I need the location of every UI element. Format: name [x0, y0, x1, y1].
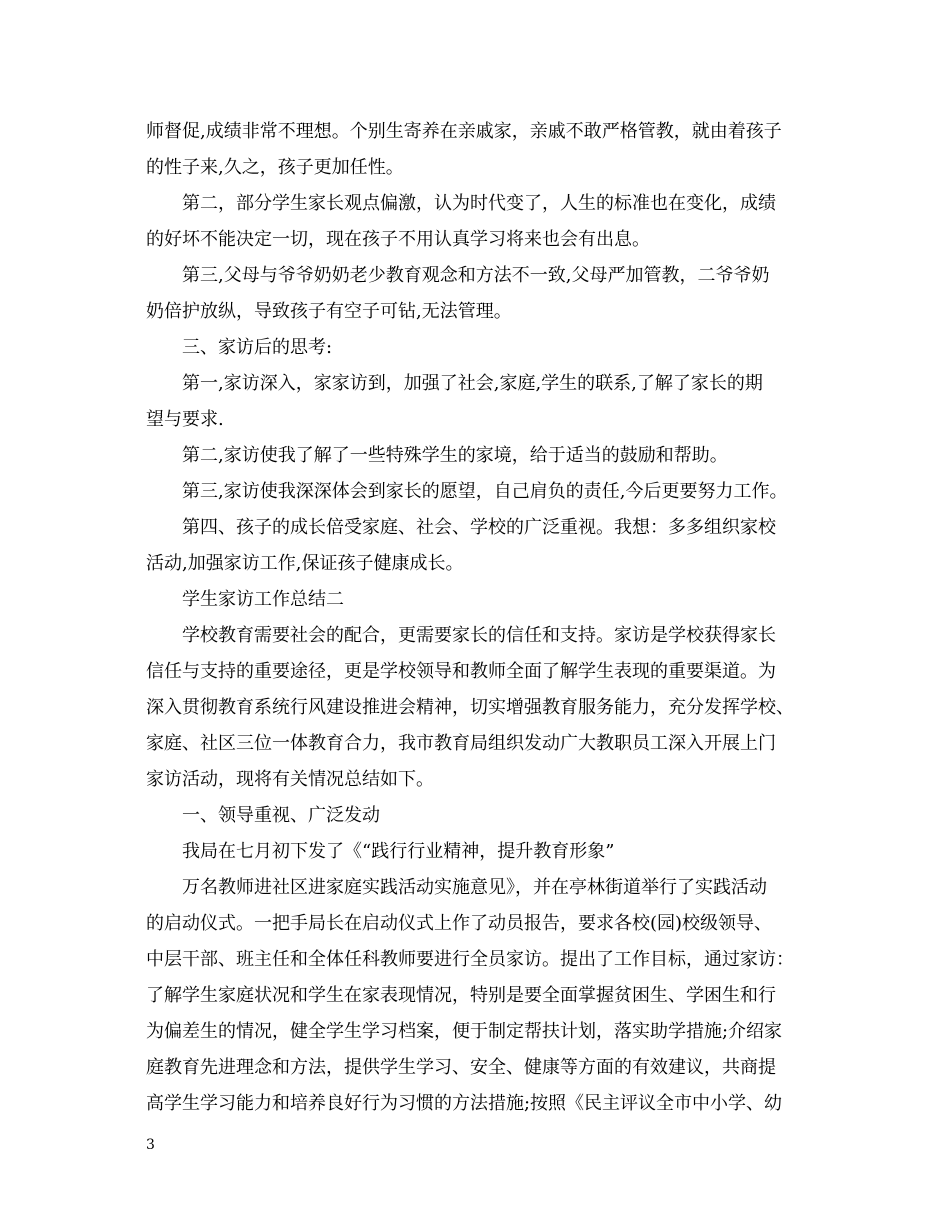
- text-line: 第一,家访深入，家家访到，加强了社会,家庭,学生的联系,了解了家长的期: [182, 373, 763, 394]
- text-line: 的好坏不能决定一切，现在孩子不用认真学习将来也会有出息。: [146, 229, 650, 250]
- paragraph-1: [146, 114, 814, 186]
- section-title-summary-two: [146, 582, 814, 618]
- heading-line: 学生家访工作总结二: [182, 589, 344, 610]
- text-line: 第三,家访使我深深体会到家长的愿望，自己肩负的责任,今后更要努力工作。: [182, 481, 788, 502]
- text-line: 望与要求.: [146, 409, 224, 430]
- text-line: 庭教育先进理念和方法，提供学生学习、安全、健康等方面的有效建议，共商提: [146, 1057, 776, 1078]
- paragraph-2: [146, 186, 814, 258]
- heading-line: 一、领导重视、广泛发动: [182, 805, 380, 826]
- text-line: 第四、孩子的成长倍受家庭、社会、学校的广泛重视。我想：多多组织家校: [182, 517, 776, 538]
- heading-line: 三、家访后的思考:: [182, 337, 333, 358]
- section-heading-leadership: [146, 798, 814, 834]
- text-line: 家庭、社区三位一体教育合力，我市教育局组织发动广大教职员工深入开展上门: [146, 733, 776, 754]
- text-line: 信任与支持的重要途径，更是学校领导和教师全面了解学生表现的重要渠道。为: [146, 661, 776, 682]
- paragraph-6: [146, 438, 814, 474]
- text-line: 中层干部、班主任和全体任科教师要进行全员家访。提出了工作目标，通过家访：: [146, 949, 794, 970]
- text-line: 我局在七月初下发了《“践行行业精神，提升教育形象”: [182, 841, 615, 862]
- text-line: 了解学生家庭状况和学生在家表现情况，特别是要全面掌握贫困生、学困生和行: [146, 985, 776, 1006]
- section-heading-reflection: [146, 330, 814, 366]
- paragraph-7: [146, 474, 814, 510]
- paragraph-12: [146, 834, 814, 870]
- paragraph-8: [146, 510, 814, 582]
- text-line: 第三,父母与爷爷奶奶老少教育观念和方法不一致,父母严加管教，二爷爷奶: [182, 265, 770, 286]
- text-line: 的性子来,久之，孩子更加任性。: [146, 157, 404, 178]
- page-number: 3: [146, 1137, 155, 1153]
- text-line: 的启动仪式。一把手局长在启动仪式上作了动员报告，要求各校(园)校级领导、: [146, 913, 773, 934]
- text-line: 深入贯彻教育系统行风建设推进会精神，切实增强教育服务能力，充分发挥学校、: [146, 697, 794, 718]
- document-body: [146, 114, 814, 1122]
- paragraph-3: [146, 258, 814, 330]
- text-line: 高学生学习能力和培养良好行为习惯的方法措施;按照《民主评议全市中小学、幼: [146, 1093, 783, 1114]
- paragraph-13: [146, 870, 814, 1122]
- text-line: 学校教育需要社会的配合，更需要家长的信任和支持。家访是学校获得家长: [182, 625, 776, 646]
- paragraph-10: [146, 618, 814, 798]
- text-line: 活动,加强家访工作,保证孩子健康成长。: [146, 553, 464, 574]
- text-line: 师督促,成绩非常不理想。个别生寄养在亲戚家，亲戚不敢严格管教，就由着孩子: [146, 121, 782, 142]
- text-line: 万名教师进社区进家庭实践活动实施意见》，并在亭林街道举行了实践活动: [182, 877, 767, 898]
- text-line: 第二，部分学生家长观点偏激，认为时代变了，人生的标准也在变化，成绩: [182, 193, 776, 214]
- text-line: 奶倍护放纵，导致孩子有空子可钻,无法管理。: [146, 301, 512, 322]
- text-line: 家访活动，现将有关情况总结如下。: [146, 769, 434, 790]
- text-line: 为偏差生的情况，健全学生学习档案，便于制定帮扶计划，落实助学措施;介绍家: [146, 1021, 783, 1042]
- paragraph-5: [146, 366, 814, 438]
- text-line: 第二,家访使我了解了一些特殊学生的家境，给于适当的鼓励和帮助。: [182, 445, 728, 466]
